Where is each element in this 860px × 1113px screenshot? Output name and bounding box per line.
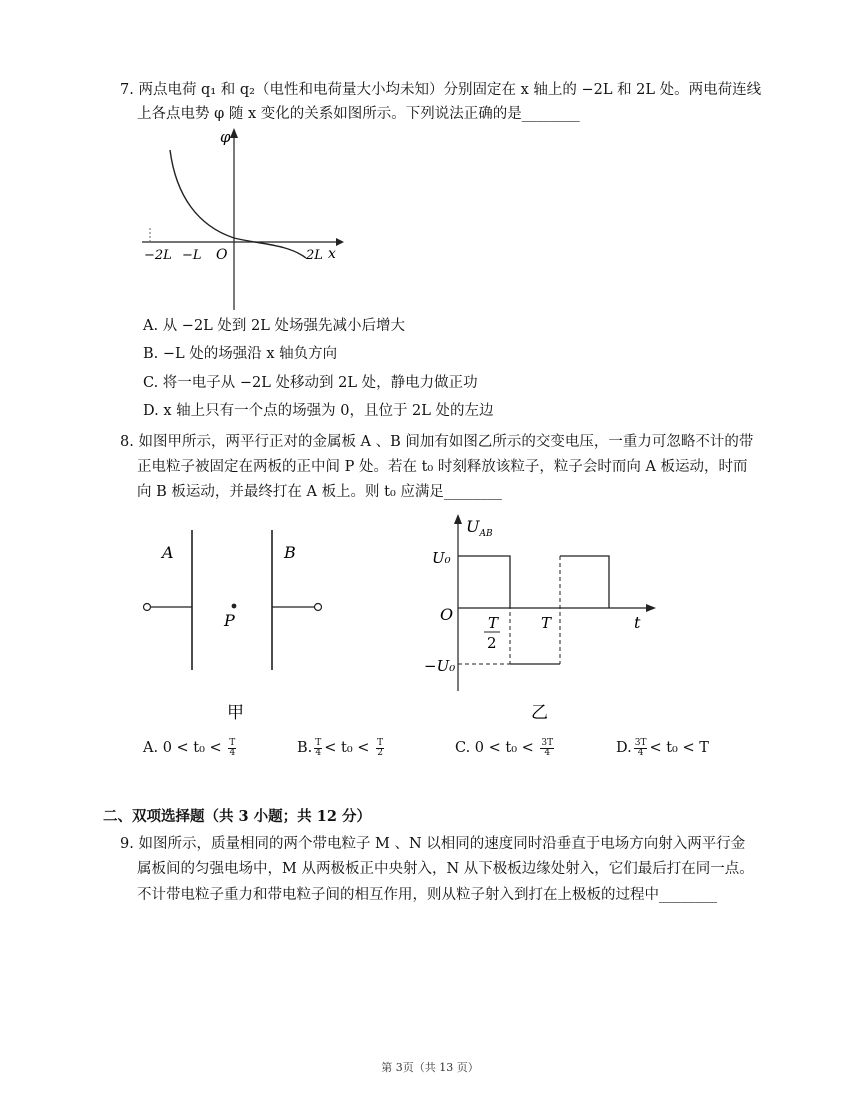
q8-option-d-fraction: $\frac{3T}{4}$ (634, 737, 647, 758)
tick-label-neg-l: −L (182, 248, 202, 263)
q8-stem-line-3: 向 B 板运动，并最终打在 A 板上。则 t₀ 应满足________ (137, 484, 502, 500)
t-axis-arrow-icon (646, 604, 656, 612)
q7-option-c[interactable]: C. 将一电子从 −2L 处移动到 2L 处，静电力做正功 (143, 375, 478, 391)
page-footer: 第 3页（共 13 页） (381, 1061, 479, 1074)
point-p-label: P (224, 611, 235, 630)
origin-label: O (216, 247, 228, 263)
q9-stem-line-1: 9. 如图所示，质量相同的两个带电粒子 M 、N 以相同的速度同时沿垂直于电场方向射入两平行金 (120, 836, 746, 852)
t-half-den: 2 (487, 634, 497, 652)
u-axis-arrow-icon (454, 514, 462, 524)
q9-stem-line-3: 不计带电粒子重力和带电粒子间的相互作用，则从粒子射入到打在上极板的过程中________ (137, 887, 717, 903)
q7-option-b[interactable]: B. −L 处的场强沿 x 轴负方向 (143, 346, 338, 362)
q7-option-a[interactable]: A. 从 −2L 处到 2L 处场强先减小后增大 (143, 318, 405, 334)
q8-option-c-text: C. 0 < t₀ < (455, 740, 534, 756)
q8-stem-line-1: 8. 如图甲所示，两平行正对的金属板 A 、B 间加有如图乙所示的交变电压，一重力可忽略不计的带 (120, 434, 754, 450)
neg-u0-label: −U₀ (424, 657, 456, 675)
q7-option-d[interactable]: D. x 轴上只有一个点的场强为 0，且位于 2L 处的左边 (143, 403, 494, 419)
terminal-a-icon (144, 604, 151, 611)
q8-option-b-text: < t₀ < (324, 740, 370, 756)
q7-potential-graph (138, 126, 348, 312)
q8-option-a-text: A. 0 < t₀ < (143, 740, 222, 756)
t-half-num: T (488, 614, 499, 632)
wave-segment-3 (560, 556, 609, 608)
figure-yi-caption: 乙 (531, 703, 548, 723)
q8-option-c-fraction: $\frac{3T}{4}$ (541, 737, 554, 758)
tick-label-2l: 2L (306, 248, 323, 263)
q8-option-b-left-fraction: $\frac{T}{4}$ (315, 737, 322, 758)
x-axis-label: x (328, 246, 336, 262)
q8-option-d-label: D. (616, 740, 632, 756)
figure-jia-caption: 甲 (227, 703, 244, 723)
q7-stem-line-2: 上各点电势 φ 随 x 变化的关系如图所示。下列说法正确的是________ (137, 106, 580, 122)
q8-option-b-right-fraction: $\frac{T}{2}$ (377, 737, 384, 758)
q8-figure-yi (420, 508, 660, 728)
terminal-b-icon (315, 604, 322, 611)
q7-stem-line-1: 7. 两点电荷 q₁ 和 q₂（电性和电荷量大小均未知）分别固定在 x 轴上的 −2L 和 2L 处。两电荷连线 (120, 82, 762, 98)
t-axis-label: t (634, 613, 641, 632)
q8-option-a-fraction: $\frac{T}{4}$ (229, 737, 236, 758)
t-full-label: T (541, 614, 552, 632)
plate-b-label: B (284, 543, 296, 562)
plate-a-label: A (162, 543, 174, 562)
q8-option-a[interactable] (143, 738, 238, 758)
q8-option-b[interactable] (297, 738, 386, 758)
q9-stem-line-2: 属板间的匀强电场中，M 从两极板正中央射入，N 从下极板边缘处射入，它们最后打在同一点。 (137, 861, 754, 877)
q8-option-d[interactable] (616, 738, 709, 758)
q8-figure-jia (138, 528, 338, 728)
q8-option-b-label: B. (297, 740, 313, 756)
q8-option-d-text: < t₀ < T (649, 740, 709, 756)
u-axis-label: $U_{AB}$ (466, 517, 493, 539)
x-axis-arrow-icon (336, 238, 344, 246)
wave-segment-1 (458, 556, 510, 608)
q8-stem-line-2: 正电粒子被固定在两板的正中间 P 处。若在 t₀ 时刻释放该粒子，粒子会时而向 A 板运动，时而 (137, 459, 748, 475)
origin-o-label: O (440, 605, 454, 624)
q8-option-c[interactable] (455, 738, 556, 758)
tick-label-neg-2l: −2L (144, 248, 172, 263)
u0-label: U₀ (432, 549, 451, 567)
particle-p-dot (232, 604, 237, 609)
y-axis-arrow-icon (230, 128, 238, 138)
phi-axis-label: φ (220, 128, 231, 146)
section-2-title: 二、双项选择题（共 3 小题；共 12 分） (103, 808, 371, 825)
